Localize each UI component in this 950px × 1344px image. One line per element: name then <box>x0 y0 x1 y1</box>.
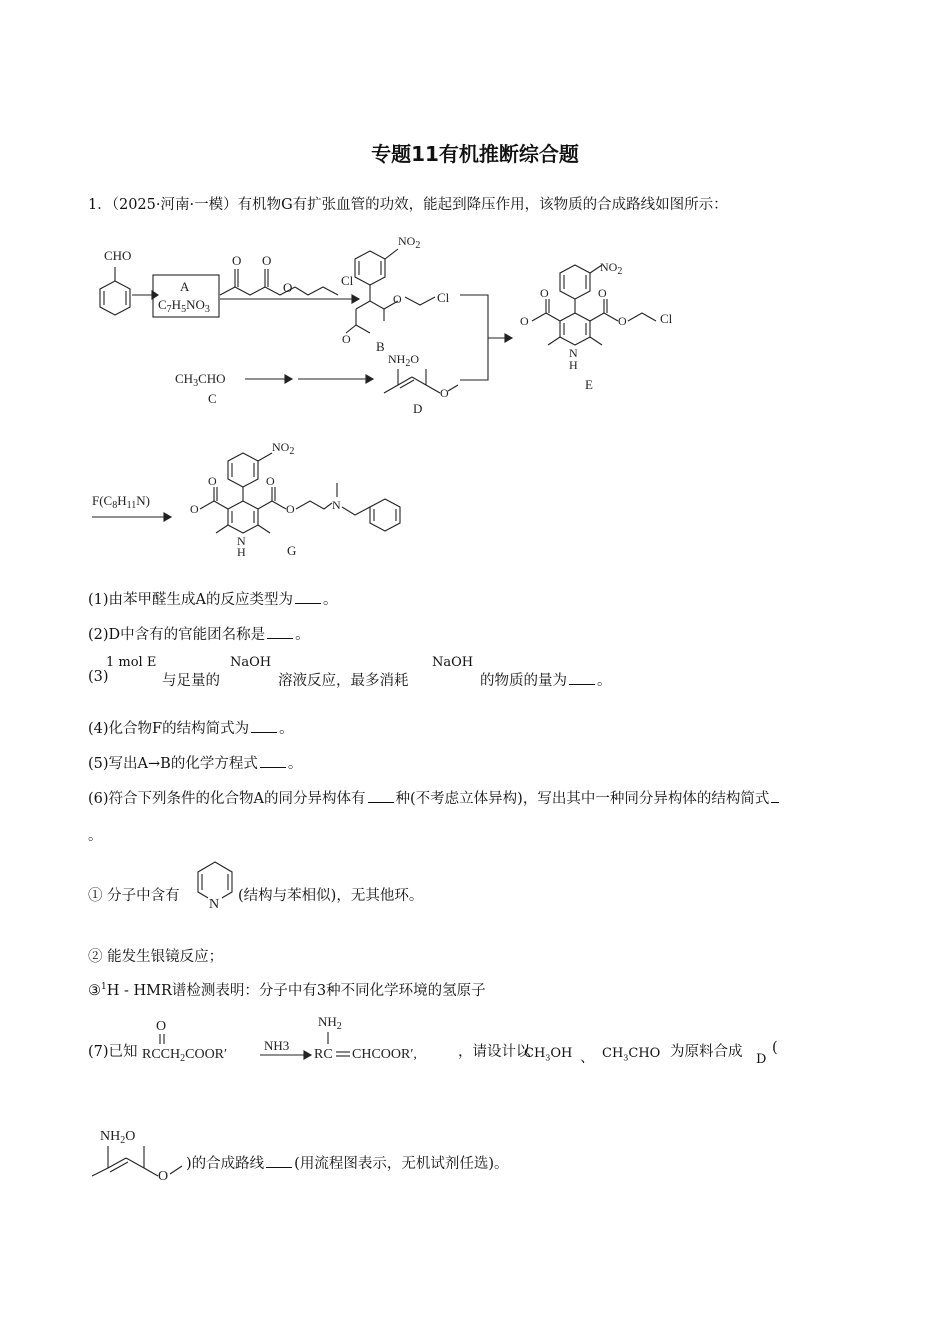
svg-text:H: H <box>569 358 578 372</box>
svg-text:O: O <box>520 314 529 328</box>
condition-2: ② 能发生银镜反应； <box>88 949 224 965</box>
svg-text:O: O <box>393 292 402 306</box>
compound-c-label: C <box>208 391 217 406</box>
svg-text:O: O <box>158 1169 169 1182</box>
question-6-tail: 。 <box>88 828 103 844</box>
reagent-nh3: NH3 <box>264 1038 290 1053</box>
compound-b-label: B <box>376 339 385 354</box>
known-reaction <box>142 1012 452 1072</box>
answer-blank[interactable] <box>368 790 394 803</box>
svg-text:O: O <box>266 474 275 488</box>
svg-text:RC: RC <box>314 1047 333 1062</box>
question-7: (7)已知 O $RCCH_2COOR'$ NH3 $NH_2$ RC CHCOOR′, ，请设计以 $CH_3OH$ 、 $CH_3CHO$ 为原料合成 D ( <box>88 1012 848 1074</box>
svg-text:Cl: Cl <box>437 290 450 305</box>
svg-text:O: O <box>342 332 351 346</box>
svg-text:CHCOOR′,: CHCOOR′, <box>352 1047 417 1062</box>
answer-blank[interactable] <box>260 755 286 768</box>
compound-d-label: D <box>413 401 423 416</box>
svg-text:O: O <box>262 253 272 268</box>
svg-text:H: H <box>237 545 246 559</box>
ketoester-reagent <box>220 253 354 295</box>
question-3: (3) 1 mol E 与足量的 NaOH 溶液反应，最多消耗 NaOH 的物质的量为 。 <box>88 655 612 689</box>
svg-text:N: N <box>332 498 341 512</box>
compound-a-label: A <box>180 279 190 294</box>
question-1: (1)由苯甲醛生成A的反应类型为 。 <box>88 592 338 608</box>
svg-text:RCCH2COOR′: $RCCH_2COOR'$ <box>142 1047 228 1064</box>
svg-text:O: O <box>208 474 217 488</box>
svg-text:O: O <box>190 502 199 516</box>
compound-g-label: G <box>287 543 297 558</box>
answer-blank[interactable] <box>266 1155 292 1168</box>
cho-label: CHO <box>104 248 132 263</box>
pyridine-ring <box>192 858 238 910</box>
svg-text:NO2: $NO_2$ <box>600 260 623 277</box>
question-6: (6)符合下列条件的化合物A的同分异构体有 种(不考虑立体异构)，写出其中一种同分异构体的结构简式 <box>88 787 781 808</box>
answer-blank[interactable] <box>251 720 277 733</box>
svg-text:O: O <box>440 386 449 400</box>
compound-g-structure <box>190 440 400 559</box>
svg-text:Cl: Cl <box>341 273 354 288</box>
svg-text:O: O <box>156 1019 167 1034</box>
svg-text:O: O <box>286 502 295 516</box>
svg-text:O: O <box>283 280 293 295</box>
answer-blank[interactable] <box>295 591 321 604</box>
svg-text:O: O <box>232 253 242 268</box>
page-title: 专题11有机推断综合题 <box>371 142 579 166</box>
question-7-target: $NH_2O$ O )的合成路线 (用流程图表示，无机试剂任选)。 <box>88 1122 688 1184</box>
svg-text:NO2: $NO_2$ <box>398 234 421 251</box>
reagent-ch3cho: $CH_3CHO$ <box>602 1046 661 1063</box>
reagent-ch3oh: $CH_3OH$ <box>524 1046 573 1063</box>
compound-b-structure <box>342 234 450 354</box>
arrow-icon: → <box>148 756 161 772</box>
svg-text:N: N <box>569 346 578 360</box>
svg-text:O: O <box>540 286 549 300</box>
compound-e-structure <box>520 260 673 392</box>
question-5: (5)写出A→B的化学方程式 。 <box>88 756 303 772</box>
condition-3: ③$^1$H - HMR谱检测表明：分子中有3种不同化学环境的氢原子 <box>88 982 486 999</box>
svg-text:O: O <box>618 314 627 328</box>
compound-a-formula: $C_7H_5NO_3$ <box>158 297 210 315</box>
answer-blank[interactable] <box>771 790 779 803</box>
svg-text:Cl: Cl <box>660 311 673 326</box>
condition-1: ① 分子中含有 N (结构与苯相似)，无其他环。 <box>88 858 588 914</box>
svg-text:NH2O: $NH_2O$ <box>100 1129 136 1146</box>
svg-text:NO2: $NO_2$ <box>272 440 295 457</box>
svg-text:N: N <box>209 897 220 910</box>
svg-text:N: N <box>237 534 246 548</box>
compound-d-structure <box>384 352 458 416</box>
q3-mol-e: 1 mol E <box>106 655 157 670</box>
reaction-scheme <box>80 225 780 570</box>
compound-d-structure-small <box>88 1122 188 1182</box>
reagent-f: $F(C_8H_{11}N)$ <box>92 493 150 511</box>
question-2: (2)D中含有的官能团名称是 。 <box>88 627 310 643</box>
compound-c-formula: $CH_3CHO$ <box>175 371 226 389</box>
svg-text:NH2: $NH_2$ <box>318 1014 342 1032</box>
answer-blank[interactable] <box>267 626 293 639</box>
answer-blank[interactable] <box>569 672 595 685</box>
compound-e-label: E <box>585 377 593 392</box>
question-4: (4)化合物F的结构简式为 。 <box>88 721 294 737</box>
svg-text:O: O <box>598 286 607 300</box>
svg-text:NH2O: $NH_2O$ <box>388 352 420 369</box>
question-intro: 1．（2025·河南·一模）有机物G有扩张血管的功效，能起到降压作用，该物质的合成路线如图所示： <box>88 197 728 213</box>
benzaldehyde-structure <box>100 248 131 315</box>
